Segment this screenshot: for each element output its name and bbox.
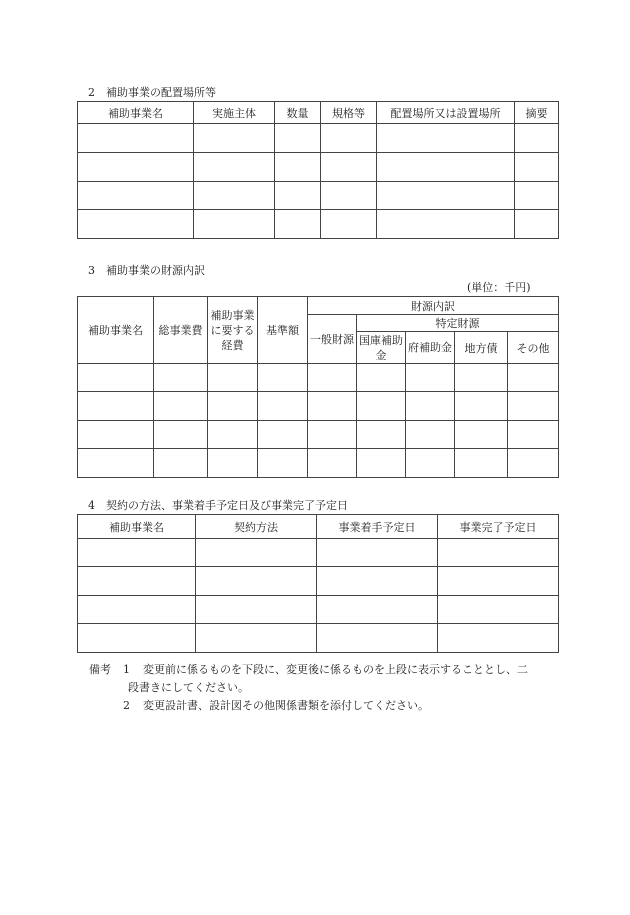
- table-row: [78, 364, 559, 392]
- header-quantity: 数量: [275, 102, 321, 124]
- header-remarks: 摘要: [515, 102, 559, 124]
- table-row: [78, 449, 559, 478]
- header-total-cost: 総事業費: [154, 297, 208, 364]
- unit-label: (単位：千円): [467, 281, 531, 294]
- table-row: [78, 596, 559, 624]
- header-completion-date: 事業完了予定日: [438, 515, 559, 539]
- header-general-funds: 一般財源: [308, 315, 357, 364]
- header-project-name: 補助事業名: [78, 102, 194, 124]
- table-row: [78, 392, 559, 421]
- table-row: [78, 153, 559, 182]
- header-project-name: 補助事業名: [78, 515, 196, 539]
- header-contract-method: 契約方法: [196, 515, 317, 539]
- header-project-name: 補助事業名: [78, 297, 154, 364]
- note-1-line2: 段書きにしてください。: [128, 681, 249, 694]
- header-other: その他: [508, 332, 559, 364]
- table-row: [78, 624, 559, 653]
- notes-label: 備考: [89, 663, 111, 676]
- table-row: [78, 567, 559, 596]
- header-spec: 規格等: [321, 102, 377, 124]
- table-row: [78, 182, 559, 210]
- header-location: 配置場所又は設置場所: [377, 102, 515, 124]
- section4-title: 4 契約の方法、事業着手予定日及び事業完了予定日: [88, 499, 348, 512]
- header-specific-funds: 特定財源: [357, 315, 559, 332]
- header-national-subsidy: 国庫補助金: [357, 332, 406, 364]
- header-prefectural-subsidy: 府補助金: [406, 332, 455, 364]
- header-implementer: 実施主体: [194, 102, 275, 124]
- section3-title: 3 補助事業の財源内訳: [88, 264, 205, 277]
- contract-table: [77, 514, 559, 653]
- header-required-cost: 補助事業に要する経費: [208, 297, 258, 364]
- table-row: [78, 421, 559, 449]
- header-funding-breakdown: 財源内訳: [308, 297, 559, 315]
- note-1-line1: 変更前に係るものを下段に、変更後に係るものを上段に表示することとし、二: [143, 663, 528, 676]
- header-start-date: 事業着手予定日: [317, 515, 438, 539]
- funding-table: [77, 296, 559, 478]
- note-2-number: 2: [123, 699, 130, 712]
- note-1-number: 1: [123, 663, 130, 676]
- section2-title: 2 補助事業の配置場所等: [88, 86, 216, 99]
- table-row: [78, 539, 559, 567]
- note-2-text: 変更設計書、設計図その他関係書類を添付してください。: [143, 699, 429, 712]
- header-local-bond: 地方債: [455, 332, 508, 364]
- header-base-amount: 基準額: [258, 297, 308, 364]
- table-row: [78, 124, 559, 153]
- placement-table: [77, 101, 559, 239]
- table-row: [78, 210, 559, 239]
